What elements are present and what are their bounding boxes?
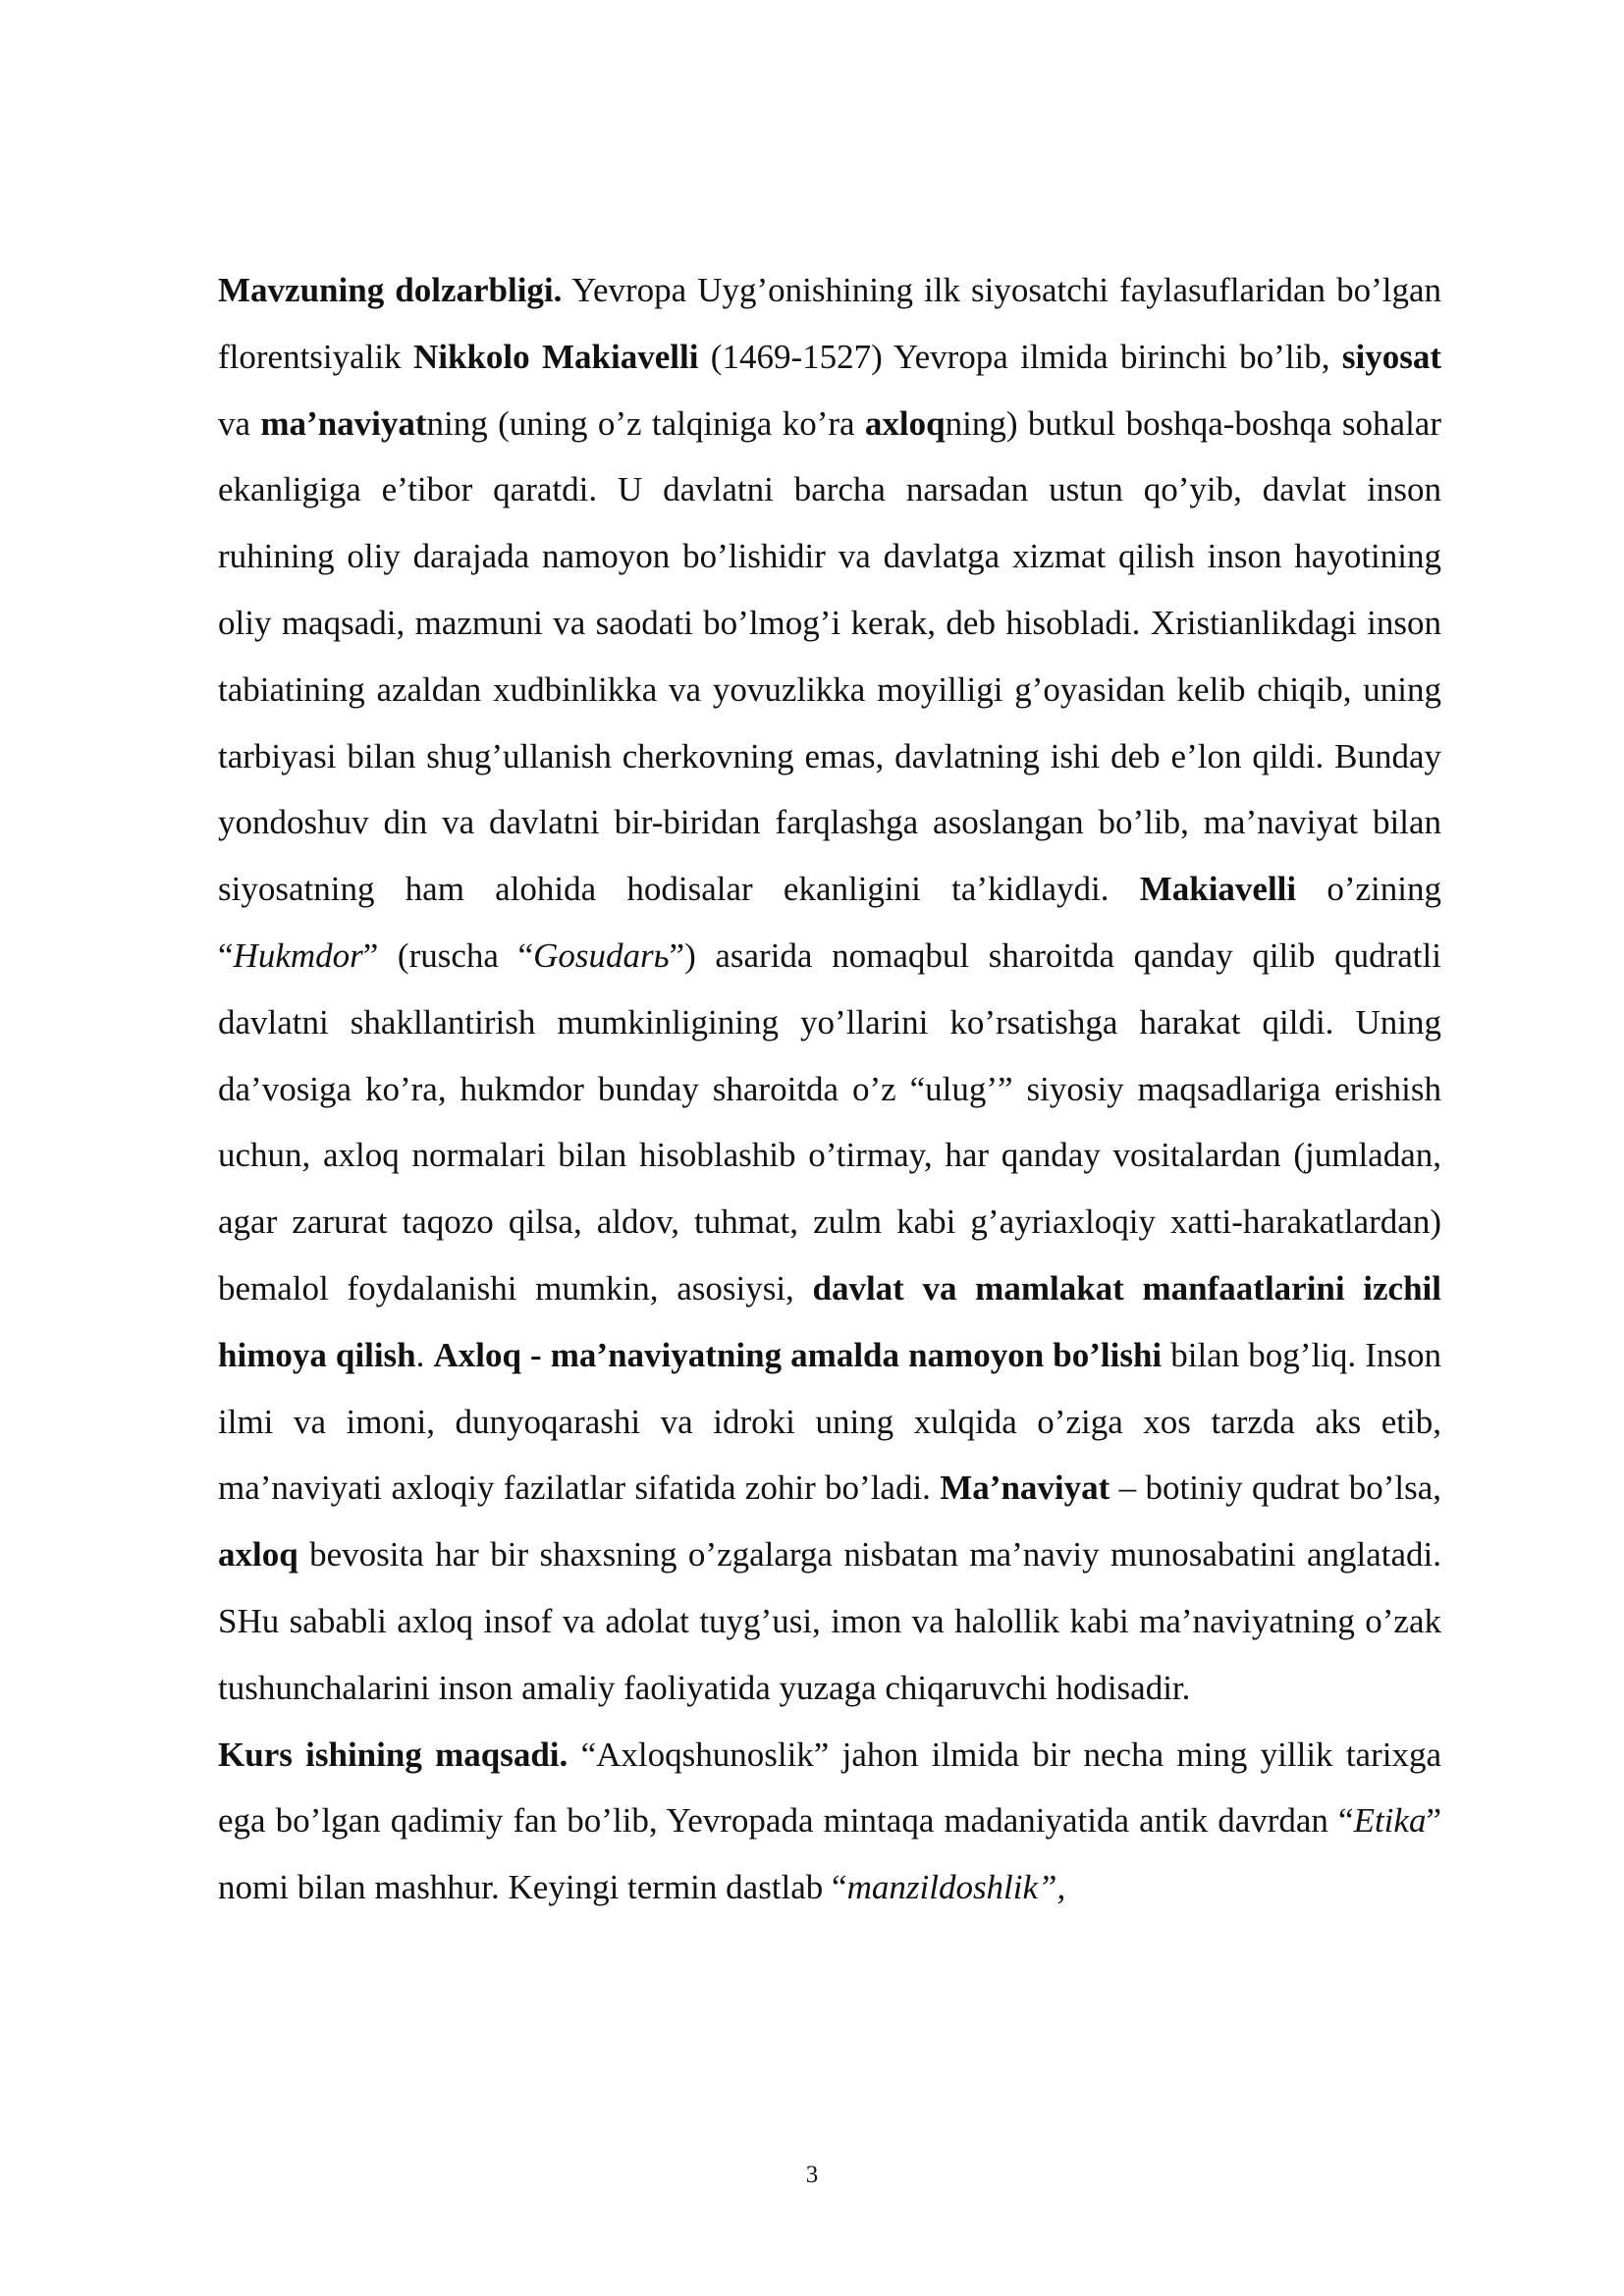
body-text [218, 257, 1441, 1921]
text-run: ” (ruscha “ [362, 935, 534, 975]
italic-term-manzildoshlik: manzildoshlik”, [846, 1868, 1066, 1907]
text-run: Yevropa Uyg’onishining ilk siyosatchi faylasuflaridan bo’lgan florentsiyalik [218, 271, 1441, 376]
bold-term-siyosat: siyosat [1341, 337, 1442, 376]
text-run: bilan bog’liq. Inson ilmi va imoni, dunyoqarashi va idroki uning xulqida o’ziga xos tarzda aks etib, ma’naviyati axloqiy fazilatlar sifatida zohir bo’ladi. [218, 1335, 1441, 1508]
paragraph-goal [218, 1722, 1441, 1921]
text-run: – botiniy qudrat bo’lsa, [1110, 1468, 1441, 1508]
bold-term-makiavelli: Makiavelli [1139, 870, 1297, 909]
text-run: ning (uning o’z talqiniga ko’ra [426, 403, 865, 443]
bold-term-makiavelli: Nikkolo Makiavelli [412, 337, 699, 376]
text-run: (1469-1527) Yevropa ilmida birinchi bo’lib, [698, 337, 1342, 376]
text-run: ning) butkul boshqa-boshqa sohalar ekanligiga e’tibor qaratdi. U davlatni barcha narsadan ustun qo’yib, davlat inson ruhining oliy darajada namoyon bo’lishidir va davlatga xizmat qilish inson hayotining oliy maqsadi, mazmuni va saodati bo’lmog’i kerak, deb hisobladi. Xristianlikdagi inson tabiatining azaldan xudbinlikka va yovuzlikka moyilligi g’oyasidan kelib chiqib, uning tarbiyasi bilan shug’ullanish cherkovning emas, davlatning ishi deb e’lon qildi. Bunday yondoshuv din va davlatni bir-biridan farqlashga asoslangan bo’lib, ma’naviyat bilan siyosatning ham alohida hodisalar ekanligini ta’kidlaydi. [218, 403, 1441, 909]
italic-term-gosudar: Gosudarь [533, 935, 670, 975]
text-run: . [415, 1335, 434, 1374]
page-number: 3 [805, 2162, 819, 2188]
text-run: “Axloqshunoslik” jahon ilmida bir necha ming yillik tarixga ega bo’lgan qadimiy fan bo’lib, Yevropada mintaqa madaniyatida antik davrdan “ [218, 1735, 1441, 1841]
bold-term-axloq: axloq [218, 1535, 298, 1575]
bold-phrase-axloq: Axloq - ma’naviyatning amalda namoyon bo’lishi [433, 1335, 1163, 1374]
text-run: o’zining “ [218, 870, 1442, 975]
heading-relevance: Mavzuning dolzarbligi. [218, 271, 563, 309]
bold-term-manaviyat: Ma’naviyat [940, 1468, 1110, 1508]
bold-phrase-davlat: davlat va mamlakat manfaatlarini izchil himoya qilish [218, 1268, 1441, 1374]
heading-goal: Kurs ishining maqsadi. [218, 1735, 568, 1774]
text-run: ” nomi bilan mashhur. Keyingi termin dastlab “ [218, 1801, 1441, 1907]
text-run: va [218, 403, 261, 443]
paragraph-relevance [218, 257, 1441, 1722]
text-run: ”) asarida nomaqbul sharoitda qanday qilib qudratli davlatni shakllantirish mumkinligining yo’llarini ko’rsatishga harakat qildi. Uning da’vosiga ko’ra, hukmdor bunday sharoitda o’z “ulug’” siyosiy maqsadlariga erishish uchun, axloq normalari bilan hisoblashib o’tirmay, har qanday vositalardan (jumladan, agar zarurat taqozo qilsa, aldov, tuhmat, zulm kabi g’ayriaxloqiy xatti-harakatlardan) bemalol foydalanishi mumkin, asosiysi, [218, 935, 1441, 1308]
italic-term-hukmdor: Hukmdor [233, 935, 363, 975]
bold-term-manaviyat: ma’naviyat [260, 403, 427, 443]
italic-term-etika: Etika [1353, 1801, 1427, 1841]
text-run: bevosita har bir shaxsning o’zgalarga nisbatan ma’naviy munosabatini anglatadi. SHu sababli axloq insof va adolat tuyg’usi, imon va halollik kabi ma’naviyatning o’zak tushunchalarini inson amaliy faoliyatida yuzaga chiqaruvchi hodisadir. [218, 1535, 1441, 1707]
bold-term-axloq: axloq [864, 403, 946, 443]
